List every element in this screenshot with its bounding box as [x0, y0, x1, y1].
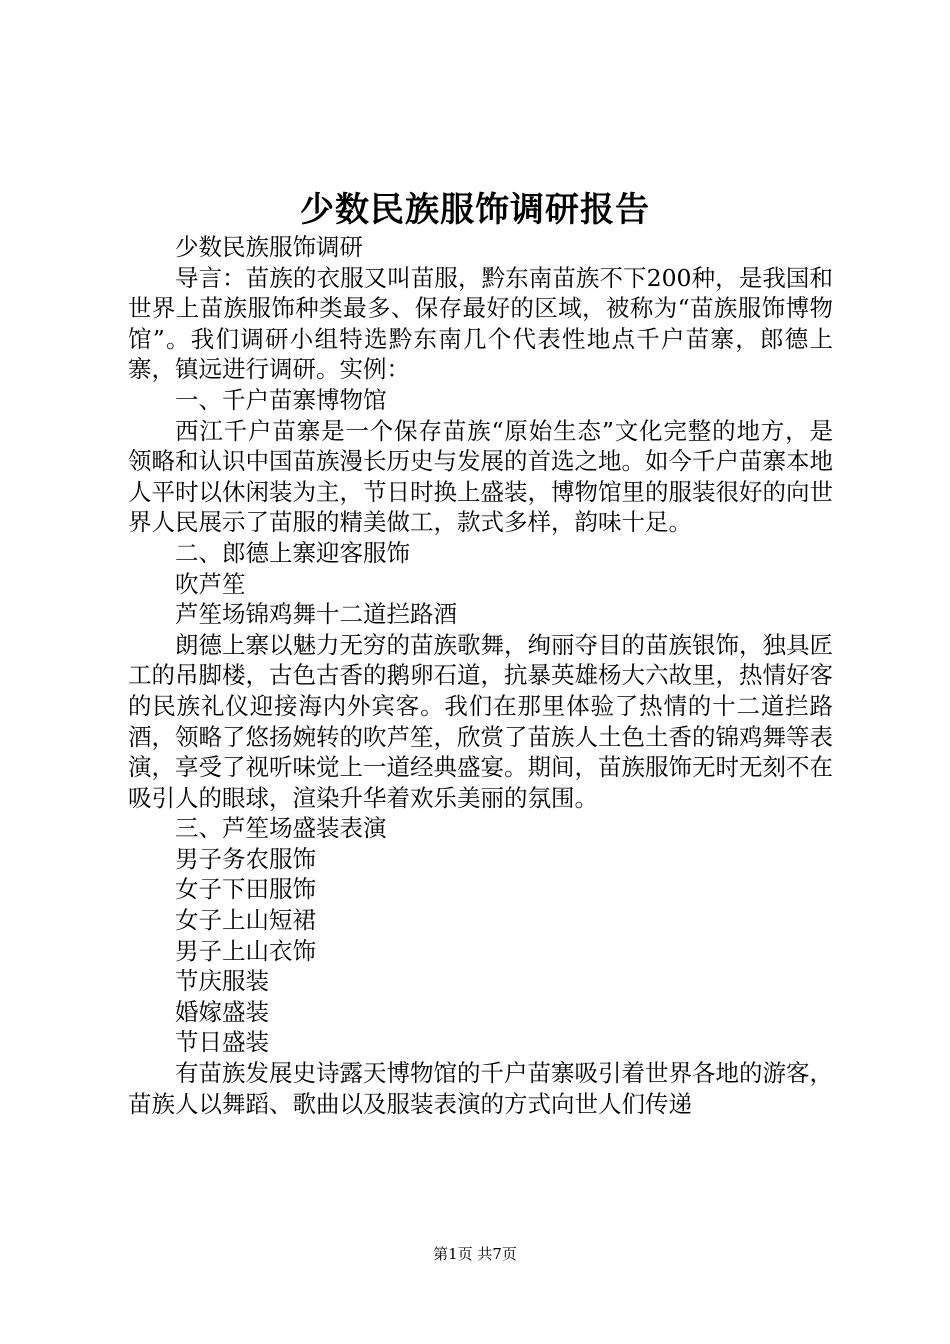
paragraph: 有苗族发展史诗露天博物馆的千户苗寨吸引着世界各地的游客，苗族人以舞蹈、歌曲以及服装表演的方式向世人们传递	[128, 1059, 833, 1118]
document-body	[128, 232, 833, 1119]
page-number: 第1页 共7页	[433, 1245, 517, 1263]
list-item: 女子上山短裙	[175, 906, 316, 935]
section-heading: 二、郎德上寨迎客服饰	[175, 538, 410, 567]
paragraph: 朗德上寨以魅力无穷的苗族歌舞，绚丽夺目的苗族银饰，独具匠工的吊脚楼，古色古香的鹅卵石道，抗暴英雄杨大六故里，热情好客的民族礼仪迎接海内外宾客。我们在那里体验了热情的十二道拦路酒，领略了悠扬婉转的吹芦笙，欣赏了苗族人土色土香的锦鸡舞等表演，享受了视听味觉上一道经典盛宴。期间，苗族服饰无时无刻不在吸引人的眼球，渲染升华着欢乐美丽的氛围。	[128, 630, 833, 812]
paragraph: 吹芦笙	[175, 569, 246, 598]
paragraph: 西江千户苗寨是一个保存苗族“原始生态”文化完整的地方，是领略和认识中国苗族漫长历史与发展的首选之地。如今千户苗寨本地人平时以休闲装为主，节日时换上盛装，博物馆里的服装很好的向世界人民展示了苗服的精美做工，款式多样，韵味十足。	[128, 416, 833, 537]
document-title: 少数民族服饰调研报告	[300, 190, 650, 230]
list-item: 节庆服装	[175, 967, 269, 996]
list-item: 男子上山衣饰	[175, 936, 316, 965]
section-heading: 一、千户苗寨博物馆	[175, 385, 387, 414]
list-item: 婚嫁盛装	[175, 997, 269, 1026]
paragraph: 导言：苗族的衣服又叫苗服，黔东南苗族不下200种，是我国和世界上苗族服饰种类最多、保存最好的区域，被称为“苗族服饰博物馆”。我们调研小组特选黔东南几个代表性地点千户苗寨，郎德上寨，镇远进行调研。实例：	[128, 263, 833, 384]
paragraph: 芦笙场锦鸡舞十二道拦路酒	[175, 600, 457, 629]
section-heading: 三、芦笙场盛装表演	[175, 814, 387, 843]
list-item: 男子务农服饰	[175, 844, 316, 873]
paragraph: 少数民族服饰调研	[175, 233, 363, 261]
list-item: 节日盛装	[175, 1028, 269, 1057]
list-item: 女子下田服饰	[175, 875, 316, 904]
